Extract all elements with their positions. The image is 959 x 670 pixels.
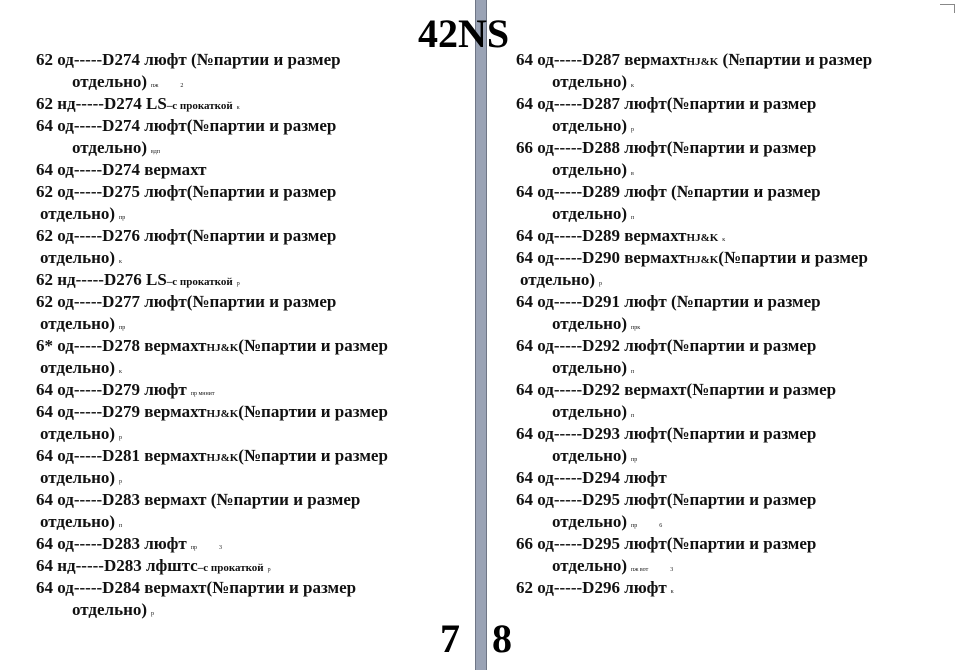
entry-continuation-text: отдельно) [40,468,116,487]
entry-mark: пр [631,523,638,529]
entry-line [36,555,472,577]
entry-text: 64 од-----D294 люфт [516,468,667,487]
entry-line [516,181,954,203]
entry-text: 66 од-----D288 люфт(№партии и размер [516,138,817,157]
entry-continuation-text: отдельно) [552,204,628,223]
entry-line [36,445,472,467]
entry-line [36,291,472,313]
entry-mark: пж вот [631,567,649,573]
entry-mark: пр [631,457,638,463]
entry-note: –с прокаткой [166,100,233,112]
entry-text: 64 од-----D283 вермахт (№партии и размер [36,490,361,509]
entry-line [516,379,954,401]
document-header-title: 42NS [418,11,510,56]
entry-line [516,423,954,445]
entry-line-continuation [516,511,954,533]
entry-mark: п [119,523,123,529]
entry-text: 64 од-----D279 люфт [36,380,187,399]
entry-mark: п [631,369,635,375]
entry-continuation-text: отдельно) [72,600,148,619]
entry-mark: к [119,369,122,375]
entry-note: HJ&K [206,452,239,464]
entry-line-continuation [516,71,954,93]
entry-mark: р [267,567,271,573]
page-number-right: 8 [492,616,512,661]
entry-line [516,225,954,247]
entry-text: 64 од-----D281 вермахт [36,446,207,465]
entry-line [36,401,472,423]
entry-text: 64 нд-----D283 лфштс [36,556,198,575]
entry-note: HJ&K [206,408,239,420]
entry-line-continuation [36,423,472,445]
entry-mark: р [119,479,123,485]
entry-line-continuation [36,247,472,269]
entry-text: 64 од-----D295 люфт(№партии и размер [516,490,817,509]
entry-mark: к [670,589,674,595]
entry-note: –с прокаткой [197,562,264,574]
entry-text-cont: (№партии и размер [238,402,388,421]
entry-line [36,335,472,357]
entry-continuation-text: отдельно) [40,248,116,267]
entry-line [36,225,472,247]
entry-line [36,269,472,291]
entry-continuation-text: отдельно) [40,512,116,531]
entry-mark: к [722,237,726,243]
entry-text: 64 од-----D287 вермахт [516,50,687,69]
entry-continuation-text: отдельно) [552,72,628,91]
entry-text: 62 од-----D274 люфт (№партии и размер [36,50,341,69]
entry-mark: пж [151,83,159,89]
entry-line [36,379,472,401]
entry-mark: пр мннит [190,391,215,397]
entry-continuation-text: отдельно) [552,556,628,575]
entry-text-cont: (№партии и размер [238,446,388,465]
entry-mark: к [119,259,122,265]
entry-mark: р [119,435,123,441]
entry-continuation-text: отдельно) [552,314,628,333]
entry-text: 62 нд-----D274 LS [36,94,167,113]
page-corner-mark [940,4,955,13]
entry-text: 64 од-----D289 люфт (№партии и размер [516,182,821,201]
entry-line [36,181,472,203]
entry-text: 64 од-----D292 вермахт(№партии и размер [516,380,837,399]
entry-mark-2: 3 [670,567,674,573]
entry-note: HJ&K [206,342,239,354]
entry-line [516,93,954,115]
entry-continuation-text: отдельно) [72,72,148,91]
entry-mark-2: 6 [659,523,663,529]
entry-mark: вдп [151,149,160,155]
entry-line [516,49,954,71]
entry-text: 6* од-----D278 вермахт [36,336,207,355]
entry-line [36,49,472,71]
entry-mark: пр [119,215,126,221]
entry-line-continuation [516,445,954,467]
entry-continuation-text: отдельно) [40,358,116,377]
entry-mark: к [631,83,634,89]
entry-text: 64 од-----D293 люфт(№партии и размер [516,424,817,443]
entry-line [36,577,472,599]
entry-note: HJ&K [686,56,719,68]
entry-mark: р [599,281,603,287]
entry-line [36,533,472,555]
entry-mark: п [631,215,635,221]
entry-mark: к [236,105,240,111]
entry-text: 64 од-----D279 вермахт [36,402,207,421]
entry-continuation-text: отдельно) [552,160,628,179]
entry-text: 64 од-----D274 люфт(№партии и размер [36,116,337,135]
entry-line [516,291,954,313]
entry-line-continuation [36,71,472,93]
entry-text: 62 од-----D275 люфт(№партии и размер [36,182,337,201]
entry-text: 62 од-----D276 люфт(№партии и размер [36,226,337,245]
entry-text-cont: (№партии и размер [238,336,388,355]
entry-line-continuation [516,555,954,577]
entry-mark: пр [119,325,126,331]
entry-line-continuation [516,159,954,181]
entry-note: HJ&K [686,232,719,244]
entry-line-continuation [36,599,472,621]
entry-line [36,115,472,137]
entry-line-continuation [36,203,472,225]
entry-line [516,335,954,357]
entry-line [36,489,472,511]
right-page-entries [516,49,954,599]
entry-continuation-text: отдельно) [40,424,116,443]
entry-continuation-text: отдельно) [520,270,596,289]
entry-text: 64 од-----D291 люфт (№партии и размер [516,292,821,311]
entry-line [516,533,954,555]
entry-continuation-text: отдельно) [552,402,628,421]
entry-text: 66 од-----D295 люфт(№партии и размер [516,534,817,553]
entry-text: 64 од-----D274 вермахт [36,160,207,179]
entry-text-cont: (№партии и размер [718,248,868,267]
entry-mark: п [631,413,635,419]
entry-line-continuation [36,511,472,533]
entry-mark: р [151,611,155,617]
entry-continuation-text: отдельно) [40,204,116,223]
entry-line-continuation [516,203,954,225]
page-number-left: 7 [440,616,460,661]
entry-line-continuation [516,357,954,379]
entry-mark: в [631,171,634,177]
entry-line-continuation [516,401,954,423]
entry-mark-2: 2 [180,83,184,89]
entry-continuation-text: отдельно) [552,512,628,531]
entry-text: 64 од-----D287 люфт(№партии и размер [516,94,817,113]
entry-mark: прк [631,325,641,331]
entry-line [36,159,472,181]
entry-continuation-text: отдельно) [552,446,628,465]
entry-text: 62 од-----D277 люфт(№партии и размер [36,292,337,311]
entry-line-continuation [516,269,954,291]
entry-text: 64 од-----D289 вермахт [516,226,687,245]
entry-line [516,137,954,159]
entry-text: 62 од-----D296 люфт [516,578,667,597]
entry-continuation-text: отдельно) [40,314,116,333]
entry-mark: пр [190,545,197,551]
entry-continuation-text: отдельно) [552,116,628,135]
entry-mark: р [631,127,635,133]
entry-text-cont: (№партии и размер [718,50,873,69]
entry-line [516,577,954,599]
entry-note: –с прокаткой [166,276,233,288]
entry-text: 64 од-----D290 вермахт [516,248,687,267]
entry-line-continuation [36,313,472,335]
entry-line-continuation [36,357,472,379]
entry-continuation-text: отдельно) [552,358,628,377]
entry-continuation-text: отдельно) [72,138,148,157]
entry-mark-2: 3 [218,545,222,551]
entry-line [516,247,954,269]
entry-line-continuation [36,137,472,159]
left-page-entries [36,49,472,621]
entry-note: HJ&K [686,254,719,266]
entry-text: 64 од-----D283 люфт [36,534,187,553]
entry-line-continuation [516,115,954,137]
entry-mark: р [236,281,240,287]
entry-text: 64 од-----D292 люфт(№партии и размер [516,336,817,355]
entry-line [516,467,954,489]
entry-text: 64 од-----D284 вермахт(№партии и размер [36,578,357,597]
entry-line [516,489,954,511]
entry-text: 62 нд-----D276 LS [36,270,167,289]
entry-line-continuation [36,467,472,489]
entry-line-continuation [516,313,954,335]
entry-line [36,93,472,115]
